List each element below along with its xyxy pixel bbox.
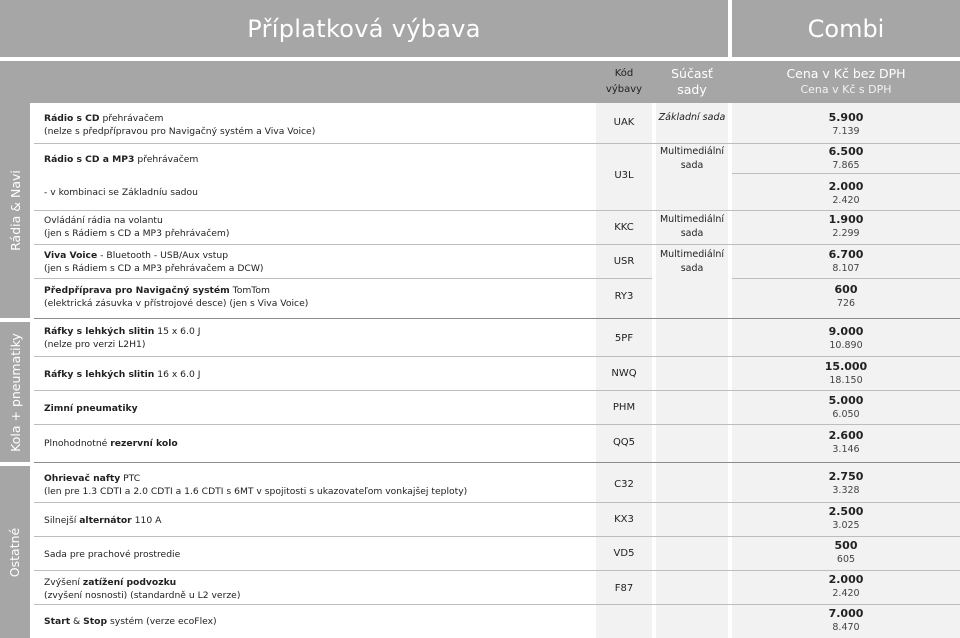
- price-net: 2.000: [828, 180, 864, 193]
- option-package: Multimediální sada: [659, 214, 725, 239]
- option-detail: PTC: [120, 473, 141, 484]
- option-note: (jen s Rádiem s CD a MP3 přehrávačem a DCW): [44, 263, 264, 274]
- option-alloy-15: [44, 325, 200, 351]
- option-note: (jen s Rádiem s CD a MP3 přehrávačem): [44, 228, 230, 239]
- option-code: F87: [614, 583, 634, 594]
- option-name: Rádio s CD: [44, 113, 100, 124]
- option-price: [732, 213, 960, 241]
- option-prefix: Plnohodnotné: [44, 438, 111, 449]
- option-navi-prep: [44, 284, 308, 310]
- category-other: [0, 466, 30, 638]
- option-price: [732, 145, 960, 173]
- row-separator: [34, 604, 960, 605]
- option-name: Ovládání rádia na volantu: [44, 215, 163, 226]
- option-code: KKC: [614, 222, 634, 233]
- price-gross: 7.139: [832, 126, 860, 137]
- option-detail: - Bluetooth - USB/Aux vstup: [97, 250, 229, 261]
- header-package: Súčasť sady: [671, 66, 713, 97]
- option-suspension: [44, 576, 240, 602]
- option-code: KX3: [614, 514, 634, 525]
- option-price: [732, 505, 960, 533]
- option-detail: 110 A: [131, 515, 162, 526]
- price-gross: 3.328: [832, 485, 860, 496]
- row-separator: [34, 390, 960, 391]
- option-code: C32: [614, 479, 634, 490]
- option-alloy-16: [44, 368, 200, 381]
- option-name: Ohrievač nafty: [44, 473, 121, 484]
- option-price: [732, 325, 960, 353]
- option-prefix: Silnejší: [44, 515, 80, 526]
- option-note: (nelze s předpřípravou pro Navigačný systém a Viva Voice): [44, 126, 316, 137]
- option-detail: 16 x 6.0 J: [154, 369, 201, 380]
- option-price: [732, 470, 960, 498]
- price-net: 15.000: [824, 360, 868, 373]
- option-note: (len pre 1.3 CDTI a 2.0 CDTI a 1.6 CDTI s 6MT v spojitosti s ukazovateľom vonkajšej teploty): [44, 486, 468, 497]
- price-gross: 8.107: [832, 263, 860, 274]
- price-gross: 605: [836, 554, 856, 565]
- category-other-label: Ostatné: [7, 527, 23, 577]
- row-separator: [34, 278, 652, 279]
- category-wheels: [0, 322, 30, 462]
- option-radio-cd: [44, 112, 315, 138]
- row-separator: [34, 424, 960, 425]
- price-gross: 3.146: [832, 444, 860, 455]
- price-gross: 2.299: [832, 228, 860, 239]
- option-dust-kit: Sada pre prachové prostredie: [44, 549, 181, 560]
- header-code: Kód výbavy: [605, 68, 643, 95]
- option-name: Start: [44, 616, 71, 627]
- option-name: Zimní pneumatiky: [44, 403, 138, 414]
- price-gross: 2.420: [832, 195, 860, 206]
- price-net: 9.000: [828, 325, 864, 338]
- price-gross: 18.150: [829, 375, 863, 386]
- header-price-gross: Cena v Kč s DPH: [800, 83, 892, 96]
- option-name: alternátor: [79, 515, 132, 526]
- option-start-stop: [44, 615, 217, 628]
- row-separator: [34, 570, 960, 571]
- category-radio: [0, 103, 30, 318]
- price-net: 1.900: [828, 213, 864, 226]
- option-price: [732, 607, 960, 635]
- option-name: Ráfky s lehkých slitin: [44, 369, 155, 380]
- price-net: 5.000: [828, 394, 864, 407]
- option-code: NWQ: [611, 368, 637, 379]
- category-wheels-label: Kola + pneumatiky: [7, 332, 23, 452]
- option-detail: 15 x 6.0 J: [154, 326, 201, 337]
- option-detail: přehrávačem: [134, 154, 199, 165]
- option-steering-controls: [44, 214, 229, 240]
- price-net: 600: [834, 283, 858, 296]
- option-name: Viva Voice: [44, 250, 98, 261]
- header-price: [732, 61, 960, 103]
- row-separator: [34, 356, 960, 357]
- price-gross: 6.050: [832, 409, 860, 420]
- option-name: rezervní kolo: [110, 438, 178, 449]
- option-name: Rádio s CD a MP3: [44, 154, 135, 165]
- option-viva-voice: [44, 249, 264, 275]
- price-net: 2.600: [828, 429, 864, 442]
- price-gross: 3.025: [832, 520, 860, 531]
- option-price: [732, 180, 960, 208]
- row-separator: [34, 210, 960, 211]
- option-connector: &: [70, 616, 84, 627]
- option-note: (elektrická zásuvka v přístrojové desce) (jen s Viva Voice): [44, 298, 309, 309]
- variant-title: Combi: [732, 0, 960, 57]
- price-net: 2.500: [828, 505, 864, 518]
- price-net: 6.700: [828, 248, 864, 261]
- option-price: [732, 573, 960, 601]
- option-fuel-heater: [44, 472, 467, 498]
- row-separator: [34, 244, 960, 245]
- package-column-bg: [656, 103, 728, 638]
- header-price-net: Cena v Kč bez DPH: [786, 66, 906, 81]
- option-note: (nelze pro verzi L2H1): [44, 339, 146, 350]
- row-separator: [732, 173, 960, 174]
- option-spare-wheel: [44, 437, 178, 450]
- option-code: 5PF: [614, 333, 634, 344]
- option-package: Základní sada: [658, 112, 726, 123]
- option-code: QQ5: [612, 437, 636, 448]
- option-note: (zvyšení nosnosti) (standardně u L2 verze): [44, 590, 241, 601]
- option-code: USR: [613, 256, 635, 267]
- option-radio-cd-mp3: [44, 153, 198, 166]
- option-code: VD5: [613, 548, 635, 559]
- price-net: 5.900: [828, 111, 864, 124]
- option-detail: TomTom: [229, 285, 270, 296]
- section-separator: [34, 462, 960, 463]
- page-title: Příplatková výbava: [0, 0, 728, 57]
- option-code: UAK: [613, 117, 635, 128]
- row-separator: [34, 502, 960, 503]
- price-net: 2.000: [828, 573, 864, 586]
- option-prefix: Zvýšení: [44, 577, 83, 588]
- option-price: [732, 248, 960, 276]
- price-gross: 2.420: [832, 588, 860, 599]
- price-gross: 726: [836, 298, 856, 309]
- option-alternator: [44, 514, 161, 527]
- price-net: 2.750: [828, 470, 864, 483]
- row-separator: [34, 143, 960, 144]
- option-name: Stop: [83, 616, 108, 627]
- price-net: 500: [834, 539, 858, 552]
- option-name: Předpříprava pro Navigačný systém: [44, 285, 230, 296]
- option-price: [732, 111, 960, 139]
- option-code: PHM: [612, 402, 636, 413]
- option-code: U3L: [614, 170, 634, 181]
- option-price: [732, 360, 960, 388]
- price-net: 6.500: [828, 145, 864, 158]
- option-code: RY3: [614, 291, 634, 302]
- price-gross: 8.470: [832, 622, 860, 633]
- option-price: [732, 394, 960, 422]
- option-price: [732, 539, 960, 567]
- row-separator: [732, 278, 960, 279]
- price-gross: 7.865: [832, 160, 860, 171]
- price-net: 7.000: [828, 607, 864, 620]
- option-name: Ráfky s lehkých slitin: [44, 326, 155, 337]
- option-detail: systém (verze ecoFlex): [107, 616, 217, 627]
- option-name: zatížení podvozku: [82, 577, 177, 588]
- option-detail: přehrávačem: [99, 113, 164, 124]
- option-price: [732, 283, 960, 311]
- section-separator: [34, 318, 960, 319]
- category-radio-label: Rádia & Navi: [7, 170, 23, 251]
- option-basic-set-combo: - v kombinaci se Základníu sadou: [44, 187, 198, 198]
- row-separator: [34, 536, 960, 537]
- option-winter-tyres: [44, 402, 138, 415]
- option-package: Multimediální sada: [659, 146, 725, 171]
- option-package: Multimediální sada: [659, 249, 725, 274]
- option-price: [732, 429, 960, 457]
- price-gross: 10.890: [829, 340, 863, 351]
